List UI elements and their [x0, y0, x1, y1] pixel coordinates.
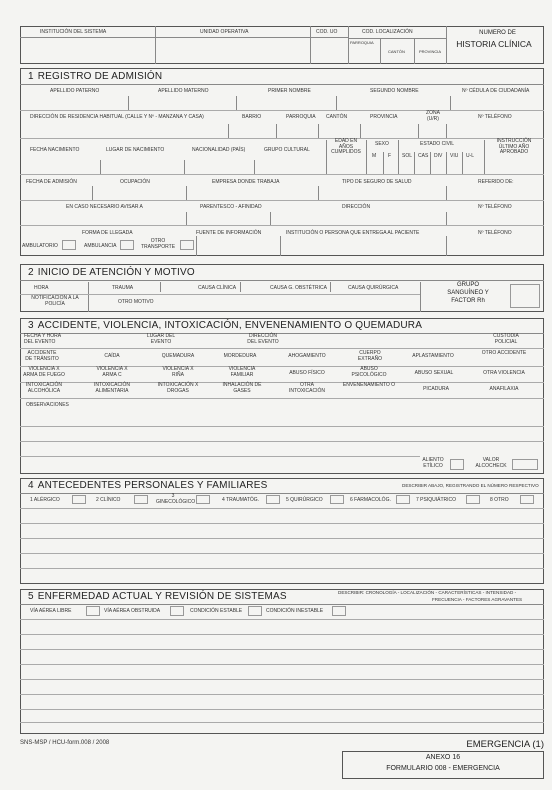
label-institucion-entrega: INSTITUCIÓN O PERSONA QUE ENTREGA AL PACIENTE — [286, 230, 420, 236]
label-fecha-admision: FECHA DE ADMISIÓN — [26, 179, 77, 185]
label-zona: ZONA (U/R) — [426, 110, 440, 122]
label-ul: U-L — [466, 153, 475, 159]
header-cod-localizacion: COD. LOCALIZACIÓN — [362, 29, 413, 35]
label-otra-violencia: OTRA VIOLENCIA — [483, 370, 525, 376]
checkbox-clinico[interactable] — [134, 495, 148, 504]
antecedente-alergico: 1 ALÉRGICO — [30, 497, 60, 503]
label-sexo: SEXO — [375, 141, 389, 147]
checkbox-farmacologico[interactable] — [396, 495, 410, 504]
checkbox-aliento-etilico[interactable] — [450, 459, 464, 470]
label-notificacion-policia: NOTIFICACIÓN A LA POLICÍA — [31, 295, 79, 307]
label-nacionalidad: NACIONALIDAD (PAÍS) — [192, 147, 246, 153]
label-parroquia: PARROQUIA — [286, 114, 316, 120]
header-canton: CANTÓN — [388, 49, 405, 54]
antecedente-ginecologico: 3 GINECOLÓGICO — [156, 493, 196, 505]
label-tipo-seguro: TIPO DE SEGURO DE SALUD — [342, 179, 412, 185]
grupo-sanguineo-label: GRUPO SANGUÍNEO Y FACTOR Rh — [447, 282, 489, 304]
label-ambulancia: AMBULANCIA — [84, 243, 117, 249]
label-custodia-policial: CUSTODIA POLICIAL — [493, 333, 519, 345]
section2-title: 2 INICIO DE ATENCIÓN Y MOTIVO — [28, 267, 195, 278]
label-trauma: TRAUMA — [112, 285, 134, 291]
label-cedula: Nº CÉDULA DE CIUDADANÍA — [462, 88, 530, 94]
label-avisar: EN CASO NECESARIO AVISAR A — [66, 204, 143, 210]
label-inhalacion-gases: INHALACIÓN DE GASES — [222, 382, 262, 394]
label-apellido-materno: APELLIDO MATERNO — [158, 88, 209, 94]
label-parentesco: PARENTESCO - AFINIDAD — [200, 204, 262, 210]
checkbox-ginecologico[interactable] — [196, 495, 210, 504]
label-via-aerea-libre: VÍA AÉREA LIBRE — [30, 608, 72, 614]
label-anafilaxia: ANAFILAXIA — [489, 386, 519, 392]
header-parroquia: PARROQUIA — [350, 40, 374, 45]
label-otra-intoxicacion: OTRA INTOXICACIÓN — [288, 382, 326, 394]
label-otro-accidente: OTRO ACCIDENTE — [481, 350, 527, 356]
checkbox-via-aerea-obstruida[interactable] — [170, 606, 184, 616]
header-institucion: INSTITUCIÓN DEL SISTEMA — [40, 29, 107, 35]
label-sexo-f: F — [388, 153, 392, 159]
checkbox-otro[interactable] — [520, 495, 534, 504]
antecedente-psiquiatrico: 7 PSIQUIÁTRICO — [416, 497, 457, 503]
checkbox-psiquiatrico[interactable] — [466, 495, 480, 504]
label-edad: EDAD EN AÑOS CUMPLIDOS — [331, 138, 361, 155]
label-referido: REFERIDO DE: — [478, 179, 514, 185]
checkbox-via-aerea-libre[interactable] — [86, 606, 100, 616]
label-fecha-nacimiento: FECHA NACIMIENTO — [30, 147, 80, 153]
label-intoxicacion-alimentaria: INTOXICACIÓN ALIMENTARIA — [93, 382, 131, 394]
label-violencia-familiar: VIOLENCIA FAMILIAR — [228, 366, 256, 378]
label-hora: HORA — [34, 285, 49, 291]
label-canton: CANTÓN — [326, 114, 348, 120]
label-empresa: EMPRESA DONDE TRABAJA — [212, 179, 280, 185]
label-segundo-nombre: SEGUNDO NOMBRE — [370, 88, 419, 94]
label-direccion-evento: DIRECCIÓN DEL EVENTO — [247, 333, 279, 345]
section5-title: 5 ENFERMEDAD ACTUAL Y REVISIÓN DE SISTEMAS — [28, 591, 287, 602]
label-condicion-inestable: CONDICIÓN INESTABLE — [266, 608, 324, 614]
label-telefono-2: Nº TELÉFONO — [478, 204, 512, 210]
label-grupo-cultural: GRUPO CULTURAL — [264, 147, 310, 153]
antecedente-clinico: 2 CLÍNICO — [96, 497, 121, 503]
label-cas: CAS — [418, 153, 429, 159]
header-unidad: UNIDAD OPERATIVA — [200, 29, 249, 35]
footer-formulario: FORMULARIO 008 - EMERGENCIA — [386, 765, 500, 772]
label-picadura: PICADURA — [423, 386, 449, 392]
section3-title: 3 ACCIDENTE, VIOLENCIA, INTOXICACIÓN, ENVENENAMIENTO O QUEMADURA — [28, 320, 423, 331]
label-intoxicacion-drogas: INTOXICACIÓN X DROGAS — [157, 382, 199, 394]
label-ocupacion: OCUPACIÓN — [120, 179, 150, 185]
label-telefono-1: Nº TELÉFONO — [478, 114, 512, 120]
label-lugar-evento: LUGAR DEL EVENTO — [146, 333, 176, 345]
checkbox-traumatologico[interactable] — [266, 495, 280, 504]
checkbox-condicion-estable[interactable] — [248, 606, 262, 616]
label-provincia: PROVINCIA — [370, 114, 398, 120]
antecedente-quirurgico: 5 QUIRÚRGICO — [286, 497, 323, 503]
grupo-sanguineo-field[interactable] — [510, 284, 540, 308]
checkbox-alergico[interactable] — [72, 495, 86, 504]
label-sexo-m: M — [372, 153, 377, 159]
label-envenenamiento: ENVENENAMIENTO O — [342, 382, 396, 388]
label-violencia-arma-c: VIOLENCIA X ARMA C — [96, 366, 128, 378]
label-mordedura: MORDEDURA — [223, 353, 257, 359]
header-provincia: PROVINCIA — [419, 49, 442, 54]
label-intoxicacion-alcoholica: INTOXICACIÓN ALCOHÓLICA — [25, 382, 63, 394]
label-div: DIV — [434, 153, 443, 159]
label-valor-alcocheck: VALOR ALCOCHECK — [475, 457, 507, 469]
label-lugar-nacimiento: LUGAR DE NACIMIENTO — [106, 147, 165, 153]
label-aliento-etilico: ALIENTO ETÍLICO — [422, 457, 444, 469]
section1-title: 1 REGISTRO DE ADMISIÓN — [28, 71, 163, 82]
label-causa-clinica: CAUSA CLÍNICA — [198, 285, 237, 291]
label-via-aerea-obstruida: VÍA AÉREA OBSTRUIDA — [104, 608, 161, 614]
label-abuso-psicologico: ABUSO PSICOLÓGICO — [351, 366, 387, 378]
label-ahogamiento: AHOGAMIENTO — [288, 353, 326, 359]
footer-anexo: ANEXO 16 — [425, 754, 461, 761]
header-historia: HISTORIA CLÍNICA — [456, 39, 532, 49]
section5-hint-2: FRECUENCIA - FACTORES AGRAVANTES — [432, 597, 523, 602]
label-otro-motivo: OTRO MOTIVO — [118, 299, 154, 305]
label-instruccion: INSTRUCCIÓN ÚLTIMO AÑO APROBADO — [496, 138, 532, 155]
label-causa-quirurgica: CAUSA QUIRÚRGICA — [348, 285, 399, 291]
footer-emergencia: EMERGENCIA (1) — [466, 739, 544, 750]
label-aplastamiento: APLASTAMIENTO — [412, 353, 454, 359]
field-valor-alcocheck[interactable] — [512, 459, 538, 470]
label-quemadura: QUEMADURA — [161, 353, 195, 359]
antecedente-otro: 8 OTRO — [490, 497, 509, 503]
section1-frame — [20, 68, 544, 256]
label-otro-transporte: OTRO TRANSPORTE — [140, 238, 176, 250]
label-sol: SOL — [402, 153, 413, 159]
footer-form-code: SNS-MSP / HCU-form.008 / 2008 — [20, 740, 110, 746]
label-apellido-paterno: APELLIDO PATERNO — [50, 88, 100, 94]
label-observaciones: OBSERVACIONES — [26, 402, 69, 408]
checkbox-quirurgico[interactable] — [330, 495, 344, 504]
checkbox-ambulancia[interactable] — [120, 240, 134, 250]
label-estado-civil: ESTADO CIVIL — [420, 141, 455, 147]
label-cuerpo-extrano: CUERPO EXTRAÑO — [357, 350, 383, 362]
label-forma-llegada: FORMA DE LLEGADA — [82, 230, 133, 236]
header-cod-uo: COD. UO — [316, 29, 338, 35]
section5-hint-1: DESCRIBIR: CRONOLOGÍA - LOCALIZACIÓN - CARACTERÍSTICAS - INTENSIDAD - — [338, 590, 517, 595]
label-abuso-sexual: ABUSO SEXUAL — [414, 370, 454, 376]
label-ambulatorio: AMBULATORIO — [22, 243, 58, 249]
antecedente-farmacologico: 6 FARMACOLÓG. — [350, 497, 391, 503]
label-direccion-residencia: DIRECCIÓN DE RESIDENCIA HABITUAL (CALLE Y Nº - MANZANA Y CASA) — [30, 114, 204, 120]
label-direccion-aviso: DIRECCIÓN — [342, 204, 371, 210]
label-abuso-fisico: ABUSO FÍSICO — [289, 370, 325, 376]
label-accidente-transito: ACCIDENTE DE TRÁNSITO — [25, 350, 59, 362]
antecedente-traumatologico: 4 TRAUMATÓG. — [222, 497, 260, 503]
label-violencia-rina: VIOLENCIA X RIÑA — [162, 366, 194, 378]
section4-hint: DESCRIBIR ABAJO, REGISTRANDO EL NÚMERO RESPECTIVO — [402, 483, 539, 488]
section3-frame — [20, 318, 544, 474]
section4-title: 4 ANTECEDENTES PERSONALES Y FAMILIARES — [28, 480, 268, 491]
label-caida: CAÍDA — [104, 353, 120, 359]
checkbox-otro-transporte[interactable] — [180, 240, 194, 250]
label-violencia-arma-fuego: VIOLENCIA X ARMA DE FUEGO — [23, 366, 65, 378]
label-fuente-informacion: FUENTE DE INFORMACIÓN — [196, 230, 262, 236]
header-numero: NUMERO DE — [479, 30, 516, 36]
label-causa-obstetrica: CAUSA G. OBSTÉTRICA — [270, 285, 327, 291]
label-barrio: BARRIO — [242, 114, 262, 120]
checkbox-ambulatorio[interactable] — [62, 240, 76, 250]
label-viu: VIU — [450, 153, 459, 159]
label-condicion-estable: CONDICIÓN ESTABLE — [190, 608, 243, 614]
label-primer-nombre: PRIMER NOMBRE — [268, 88, 311, 94]
label-fecha-hora-evento: FECHA Y HORA DEL EVENTO — [24, 333, 61, 345]
checkbox-condicion-inestable[interactable] — [332, 606, 346, 616]
label-telefono-3: Nº TELÉFONO — [478, 230, 512, 236]
